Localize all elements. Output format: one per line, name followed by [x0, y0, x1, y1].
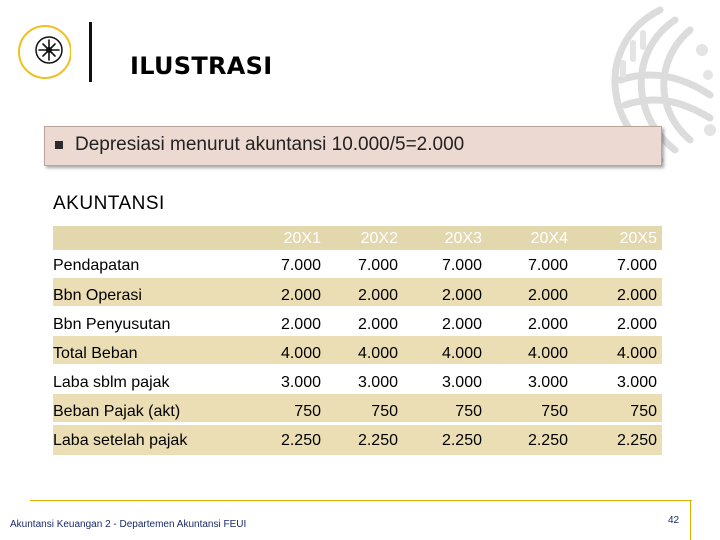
row-label: Pendapatan — [53, 257, 140, 274]
accounting-table — [53, 226, 662, 462]
table-cell: 4.000 — [280, 345, 321, 362]
table-cell: 2.000 — [527, 287, 568, 304]
table-cell: 2.000 — [441, 316, 482, 333]
page-number: 42 — [668, 515, 680, 526]
table-cell: 3.000 — [616, 374, 657, 391]
table-cell: 4.000 — [527, 345, 568, 362]
table-cell: 7.000 — [527, 257, 568, 274]
table-cell: 4.000 — [357, 345, 398, 362]
table-cell: 2.000 — [357, 287, 398, 304]
bullet-box — [44, 126, 662, 166]
table-cell: 2.000 — [616, 316, 657, 333]
table-cell: 2.250 — [441, 432, 482, 449]
year-header: 20X2 — [360, 230, 398, 247]
title-divider — [89, 22, 92, 82]
table-cell: 750 — [294, 403, 321, 420]
table-cell: 2.000 — [441, 287, 482, 304]
table-cell: 2.250 — [357, 432, 398, 449]
table-cell: 4.000 — [616, 345, 657, 362]
table-cell: 3.000 — [357, 374, 398, 391]
table-cell: 7.000 — [280, 257, 321, 274]
table-cell: 2.000 — [616, 287, 657, 304]
table-cell: 750 — [455, 403, 482, 420]
footer-text: Akuntansi Keuangan 2 - Departemen Akuntansi FEUI — [10, 519, 247, 530]
row-label: Bbn Penyusutan — [53, 316, 171, 333]
row-label: Beban Pajak (akt) — [53, 403, 181, 420]
table-cell: 4.000 — [441, 345, 482, 362]
footer-divider — [30, 500, 692, 501]
table-cell: 7.000 — [616, 257, 657, 274]
table-cell: 3.000 — [527, 374, 568, 391]
footer-divider — [690, 500, 691, 540]
row-label: Total Beban — [53, 345, 138, 362]
table-cell: 2.000 — [280, 316, 321, 333]
table-cell: 750 — [541, 403, 568, 420]
table-cell: 3.000 — [441, 374, 482, 391]
row-label: Laba sblm pajak — [53, 374, 170, 391]
row-label: Laba setelah pajak — [53, 432, 188, 449]
table-cell: 7.000 — [441, 257, 482, 274]
year-header: 20X5 — [619, 230, 657, 247]
table-cell: 2.000 — [527, 316, 568, 333]
table-cell: 2.000 — [357, 316, 398, 333]
table-cell: 750 — [630, 403, 657, 420]
table-cell: 750 — [371, 403, 398, 420]
year-header: 20X4 — [530, 230, 568, 247]
slide-title: ILUSTRASI — [130, 52, 273, 80]
square-bullet-icon — [55, 141, 63, 149]
table-cell: 2.250 — [616, 432, 657, 449]
table-cell: 2.000 — [280, 287, 321, 304]
table-cell: 2.250 — [527, 432, 568, 449]
table-cell: 3.000 — [280, 374, 321, 391]
year-header: 20X3 — [444, 230, 482, 247]
section-heading: AKUNTANSI — [53, 193, 165, 214]
row-label: Bbn Operasi — [53, 287, 142, 304]
table-cell: 2.250 — [280, 432, 321, 449]
table-cell: 7.000 — [357, 257, 398, 274]
bullet-text: Depresiasi menurut akuntansi 10.000/5=2.000 — [75, 134, 465, 155]
year-header: 20X1 — [283, 230, 321, 247]
university-seal-logo-icon — [15, 22, 71, 84]
